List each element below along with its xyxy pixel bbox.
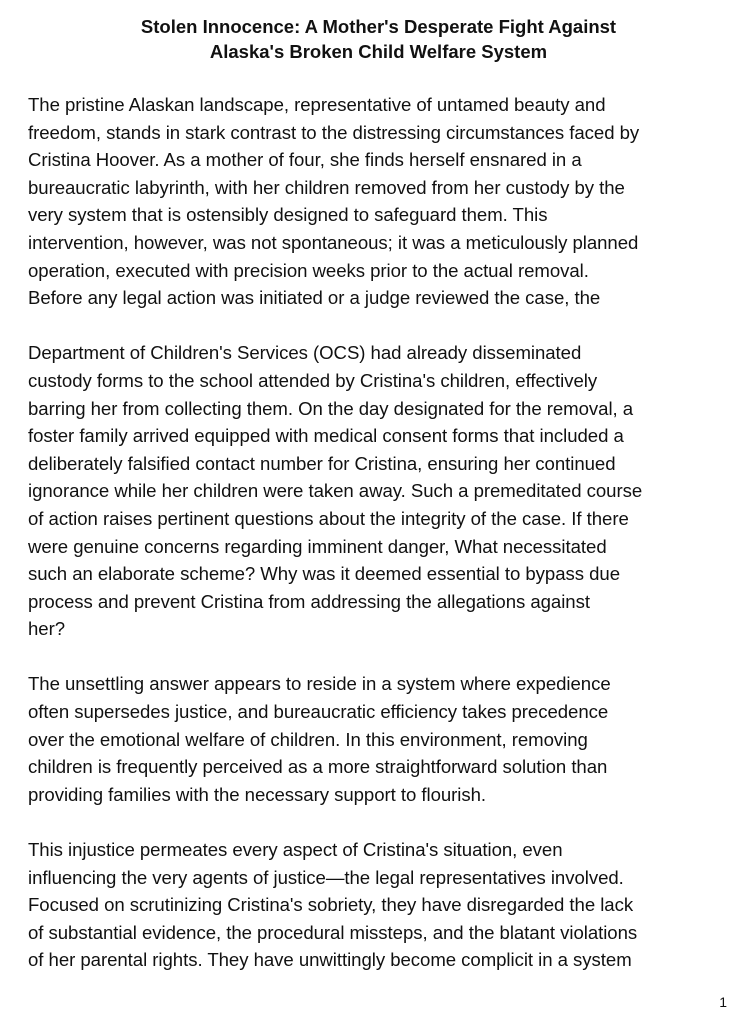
text-line: Cristina Hoover. As a mother of four, she finds herself ensnared in a bbox=[28, 149, 582, 171]
text-line: of her parental rights. They have unwittingly become complicit in a system bbox=[28, 949, 632, 971]
text-line: over the emotional welfare of children. In this environment, removing bbox=[28, 728, 588, 750]
text-line: custody forms to the school attended by Cristina's children, effectively bbox=[28, 369, 598, 391]
text-line: of action raises pertinent questions about the integrity of the case. If there bbox=[28, 507, 629, 529]
text-line: foster family arrived equipped with medical consent forms that included a bbox=[28, 425, 624, 447]
text-line: were genuine concerns regarding imminent danger, What necessitated bbox=[28, 535, 607, 557]
text-line: bureaucratic labyrinth, with her children removed from her custody by the bbox=[28, 176, 625, 198]
text-line: such an elaborate scheme? Why was it deemed essential to bypass due bbox=[28, 563, 620, 585]
paragraph-2 bbox=[28, 339, 729, 643]
text-line: This injustice permeates every aspect of Cristina's situation, even bbox=[28, 839, 563, 861]
text-line: The pristine Alaskan landscape, representative of untamed beauty and bbox=[28, 94, 606, 115]
document-body bbox=[28, 91, 729, 974]
text-line: intervention, however, was not spontaneous; it was a meticulously planned bbox=[28, 231, 639, 253]
text-line: providing families with the necessary support to flourish. bbox=[28, 783, 487, 805]
text-line: influencing the very agents of justice—the legal representatives involved. bbox=[28, 866, 624, 888]
page-number: 1 bbox=[719, 994, 727, 1010]
text-line: operation, executed with precision weeks prior to the actual removal. bbox=[28, 259, 589, 281]
text-line: often supersedes justice, and bureaucratic efficiency takes precedence bbox=[28, 701, 609, 723]
paragraph-1 bbox=[28, 91, 729, 312]
paragraph-3 bbox=[28, 670, 729, 808]
text-line: of substantial evidence, the procedural missteps, and the blatant violations bbox=[28, 921, 638, 943]
text-line: Department of Children's Services (OCS) had already disseminated bbox=[28, 342, 582, 364]
document-title bbox=[28, 14, 729, 64]
text-line: Before any legal action was initiated or a judge reviewed the case, the bbox=[28, 287, 601, 309]
text-line: deliberately falsified contact number for Cristina, ensuring her continued bbox=[28, 452, 616, 474]
title-line: Alaska's Broken Child Welfare System bbox=[209, 41, 548, 62]
text-line: her? bbox=[28, 618, 66, 640]
paragraph-gap bbox=[28, 808, 729, 836]
text-line: children is frequently perceived as a more straightforward solution than bbox=[28, 756, 608, 778]
text-line: freedom, stands in stark contrast to the distressing circumstances faced by bbox=[28, 121, 640, 143]
text-line: process and prevent Cristina from addressing the allegations against bbox=[28, 590, 590, 612]
title-line: Stolen Innocence: A Mother's Desperate Fight Against bbox=[140, 16, 617, 37]
paragraph-gap bbox=[28, 643, 729, 671]
text-line: ignorance while her children were taken away. Such a premeditated course bbox=[28, 480, 643, 502]
text-line: Focused on scrutinizing Cristina's sobriety, they have disregarded the lack bbox=[28, 894, 634, 916]
text-line: The unsettling answer appears to reside in a system where expedience bbox=[28, 673, 611, 695]
paragraph-gap bbox=[28, 312, 729, 340]
text-line: very system that is ostensibly designed to safeguard them. This bbox=[28, 204, 548, 226]
text-line: barring her from collecting them. On the day designated for the removal, a bbox=[28, 397, 634, 419]
paragraph-4 bbox=[28, 836, 729, 974]
